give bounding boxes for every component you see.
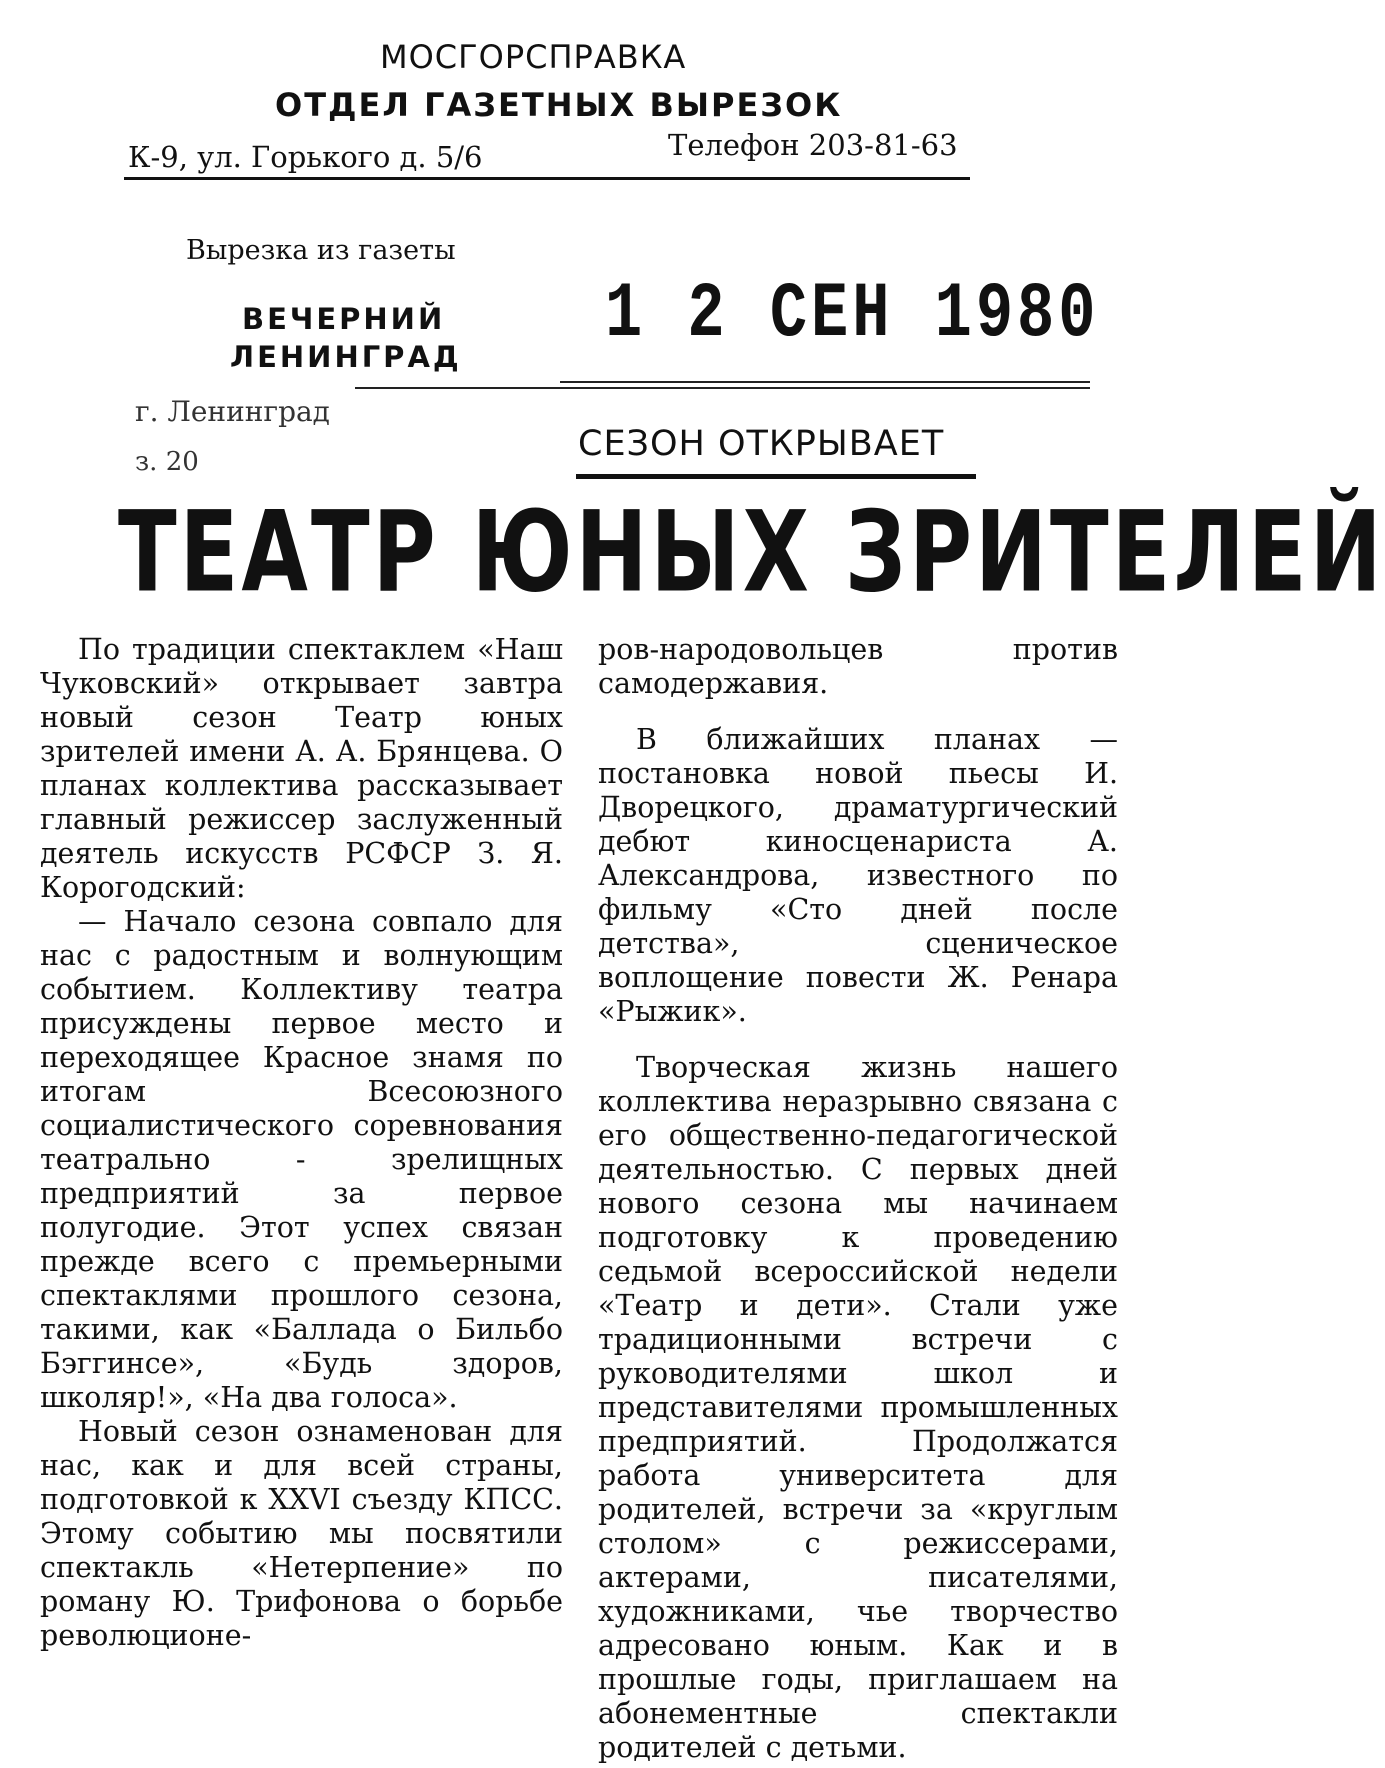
article-column-left [40,633,563,1653]
clipping-divider [355,387,1090,389]
article-kicker: СЕЗОН ОТКРЫВАЕТ [578,424,945,464]
agency-title: МОСГОРСПРАВКА [380,38,687,76]
newspaper-city: г. Ленинград [135,395,330,428]
newspaper-name [230,300,462,376]
paragraph: Новый сезон ознаменован для нас, как и для всей страны, подготовкой к XXVI съезду КПСС. Этому событию мы посвятили спектакль «Нетерпение» по роману Ю. Трифонова о борьбе революционе- [40,1415,563,1652]
article-column-right [598,633,1118,1765]
paragraph: — Начало сезона совпало для нас с радостным и волнующим событием. Коллективу театра присуждены первое место и переходящее Красное знамя по итогам Всесоюзного социалистического соревнования театрально - зрелищных предприятий за первое полугодие. Этот успех связан прежде всего с премьерными спектаклями прошлого сезона, такими, как «Баллада о Бильбо Бэггинсе», «Будь здоров, школяр!», «На два голоса». [40,905,563,1414]
issue-number: з. 20 [135,447,199,477]
kicker-underline [576,474,976,479]
clipping-divider-upper [560,381,1090,383]
newspaper-name-line2: ЛЕНИНГРАД [230,340,462,374]
header-divider [124,177,970,180]
agency-address: К-9, ул. Горького д. 5/6 [128,140,483,174]
paragraph: В ближайших планах — постановка новой пьесы И. Дворецкого, драматургический дебют киносценариста А. Александрова, известного по фильму «Сто дней после детства», сценическое воплощение повести Ж. Ренара «Рыжик». [598,723,1118,1028]
paragraph: ров-народовольцев против самодержавия. [598,633,1118,700]
agency-phone: Телефон 203-81-63 [668,128,958,162]
newspaper-name-line1: ВЕЧЕРНИЙ [242,302,446,336]
clipping-label: Вырезка из газеты [186,235,456,266]
paragraph: По традиции спектаклем «Наш Чуковский» открывает завтра новый сезон Театр юных зрителей имени А. А. Брянцева. О планах коллектива рассказывает главный режиссер заслуженный деятель искусств РСФСР З. Я. Корогодский: [40,633,563,904]
paragraph: Творческая жизнь нашего коллектива неразрывно связана с его общественно-педагогической деятельностью. С первых дней нового сезона мы начинаем подготовку к проведению седьмой всероссийской недели «Театр и дети». Стали уже традиционными встречи с руководителями школ и представителями промышленных предприятий. Продолжатся работа университета для родителей, встречи за «круглым столом» с режиссерами, актерами, писателями, художниками, чье творчество адресовано юным. Как и в прошлые годы, приглашаем на абонементные спектакли родителей с детьми. [598,1051,1118,1764]
department-title: ОТДЕЛ ГАЗЕТНЫХ ВЫРЕЗОК [275,86,843,124]
date-stamp: 1 2 СЕН 1980 [605,270,1100,359]
article-headline: ТЕАТР ЮНЫХ ЗРИТЕЛЕЙ [118,488,1385,618]
